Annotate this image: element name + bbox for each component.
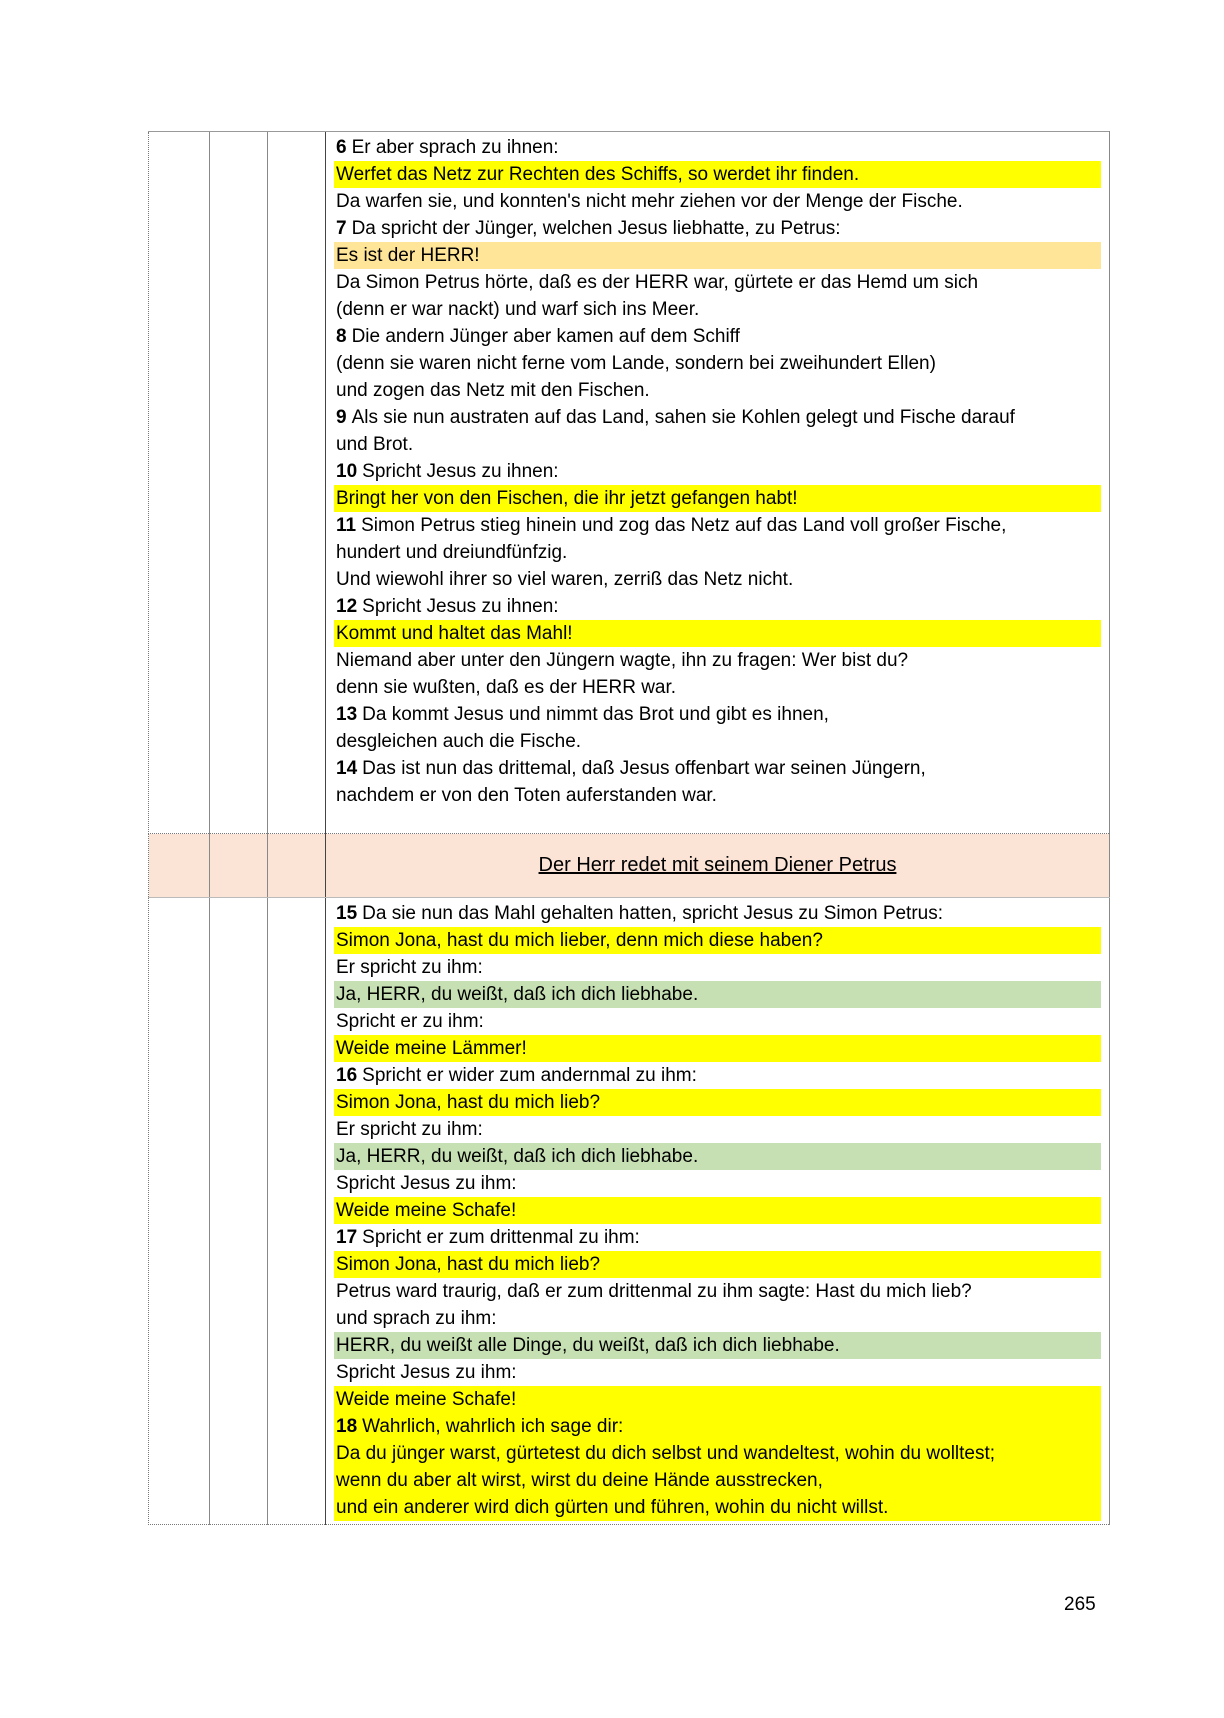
text-line xyxy=(334,593,1101,620)
text-line xyxy=(334,674,1101,701)
verse-number: 15 xyxy=(336,903,358,924)
line-text: Spricht Jesus zu ihnen: xyxy=(362,596,559,617)
verse-number: 13 xyxy=(336,704,358,725)
highlighted-line xyxy=(334,1143,1101,1170)
line-text: Die andern Jünger aber kamen auf dem Schiff xyxy=(351,326,740,347)
line-text: Er aber sprach zu ihnen: xyxy=(351,137,559,158)
highlighted-line xyxy=(334,1035,1101,1062)
verse-number: 14 xyxy=(336,758,358,779)
empty-cell xyxy=(210,132,268,834)
text-line xyxy=(334,269,1101,296)
text-line xyxy=(334,458,1101,485)
text-line xyxy=(334,134,1101,161)
line-text: Spricht Jesus zu ihm: xyxy=(336,1173,517,1194)
line-text: nachdem er von den Toten auferstanden war. xyxy=(336,785,717,806)
scripture-table-container xyxy=(148,131,1110,1525)
text-line xyxy=(334,647,1101,674)
line-text: Und wiewohl ihrer so viel waren, zerriß das Netz nicht. xyxy=(336,569,794,590)
text-line xyxy=(334,188,1101,215)
highlighted-line xyxy=(334,1251,1101,1278)
line-text: Petrus ward traurig, daß er zum drittenmal zu ihm sagte: Hast du mich lieb? xyxy=(336,1281,972,1302)
empty-cell xyxy=(268,834,326,898)
text-line xyxy=(334,512,1101,539)
text-line xyxy=(334,404,1101,431)
line-text: Das ist nun das drittemal, daß Jesus offenbart war seinen Jüngern, xyxy=(362,758,926,779)
line-text: Ja, HERR, du weißt, daß ich dich liebhabe. xyxy=(336,984,699,1005)
text-line xyxy=(334,755,1101,782)
highlighted-line xyxy=(334,161,1101,188)
line-text: wenn du aber alt wirst, wirst du deine Hände ausstrecken, xyxy=(336,1470,823,1491)
text-line xyxy=(334,701,1101,728)
line-text: Weide meine Schafe! xyxy=(336,1200,517,1221)
line-text: und ein anderer wird dich gürten und führen, wohin du nicht willst. xyxy=(336,1497,889,1518)
verse-number: 11 xyxy=(336,515,357,536)
line-text: Da warfen sie, und konnten's nicht mehr ziehen vor der Menge der Fische. xyxy=(336,191,963,212)
text-line xyxy=(334,728,1101,755)
verse-number: 10 xyxy=(336,461,358,482)
text-line xyxy=(334,566,1101,593)
line-text: Wahrlich, wahrlich ich sage dir: xyxy=(362,1416,624,1437)
line-text: Ja, HERR, du weißt, daß ich dich liebhabe. xyxy=(336,1146,699,1167)
highlighted-line xyxy=(334,620,1101,647)
highlighted-line xyxy=(334,242,1101,269)
line-text: Spricht Jesus zu ihm: xyxy=(336,1362,517,1383)
text-line xyxy=(334,1278,1101,1305)
line-text: Weide meine Lämmer! xyxy=(336,1038,527,1059)
scripture-table xyxy=(148,131,1110,1525)
text-line xyxy=(334,1116,1101,1143)
line-text: denn sie wußten, daß es der HERR war. xyxy=(336,677,677,698)
line-text: Da Simon Petrus hörte, daß es der HERR war, gürtete er das Hemd um sich xyxy=(336,272,979,293)
empty-cell xyxy=(149,834,210,898)
heading-cell xyxy=(326,834,1110,898)
highlighted-line xyxy=(334,927,1101,954)
line-text: Es ist der HERR! xyxy=(336,245,480,266)
empty-cell xyxy=(149,132,210,834)
verse-number: 9 xyxy=(336,407,347,428)
line-text: Er spricht zu ihm: xyxy=(336,957,483,978)
line-text: Als sie nun austraten auf das Land, sahen sie Kohlen gelegt und Fische darauf xyxy=(351,407,1015,428)
verse-number: 6 xyxy=(336,137,347,158)
verse-block-2 xyxy=(326,898,1109,1524)
line-text: (denn sie waren nicht ferne vom Lande, sondern bei zweihundert Ellen) xyxy=(336,353,936,374)
page-number: 265 xyxy=(1064,1594,1096,1615)
line-text: HERR, du weißt alle Dinge, du weißt, daß ich dich liebhabe. xyxy=(336,1335,840,1356)
line-text: Simon Jona, hast du mich lieb? xyxy=(336,1254,601,1275)
text-line xyxy=(334,1062,1101,1089)
heading-row xyxy=(149,834,1110,898)
line-text: Niemand aber unter den Jüngern wagte, ihn zu fragen: Wer bist du? xyxy=(336,650,909,671)
line-text: (denn er war nackt) und warf sich ins Meer. xyxy=(336,299,700,320)
text-cell xyxy=(326,898,1110,1525)
empty-cell xyxy=(210,898,268,1525)
line-text: Da du jünger warst, gürtetest du dich selbst und wandeltest, wohin du wolltest; xyxy=(336,1443,996,1464)
text-line xyxy=(334,215,1101,242)
line-text: Simon Jona, hast du mich lieber, denn mich diese haben? xyxy=(336,930,823,951)
empty-cell xyxy=(149,898,210,1525)
highlighted-line xyxy=(334,1332,1101,1359)
empty-cell xyxy=(210,834,268,898)
text-line xyxy=(334,323,1101,350)
text-line xyxy=(334,1359,1101,1386)
highlighted-line xyxy=(334,485,1101,512)
line-text: Spricht er zu ihm: xyxy=(336,1011,484,1032)
highlighted-line xyxy=(334,1440,1101,1467)
line-text: Er spricht zu ihm: xyxy=(336,1119,483,1140)
verse-block-1 xyxy=(326,132,1109,833)
line-text: Da kommt Jesus und nimmt das Brot und gibt es ihnen, xyxy=(362,704,829,725)
line-text: Werfet das Netz zur Rechten des Schiffs, so werdet ihr finden. xyxy=(336,164,860,185)
text-line xyxy=(334,539,1101,566)
empty-cell xyxy=(268,898,326,1525)
text-line xyxy=(334,782,1101,809)
line-text: Simon Jona, hast du mich lieb? xyxy=(336,1092,601,1113)
verse-number: 8 xyxy=(336,326,347,347)
text-line xyxy=(334,296,1101,323)
text-line xyxy=(334,377,1101,404)
text-line xyxy=(334,1170,1101,1197)
line-text: Simon Petrus stieg hinein und zog das Netz auf das Land voll großer Fische, xyxy=(361,515,1007,536)
text-line xyxy=(334,350,1101,377)
text-line xyxy=(334,1008,1101,1035)
verse-number: 12 xyxy=(336,596,358,617)
highlighted-line xyxy=(334,1413,1101,1440)
highlighted-line xyxy=(334,1089,1101,1116)
verse-number: 18 xyxy=(336,1416,358,1437)
line-text: Kommt und haltet das Mahl! xyxy=(336,623,573,644)
line-text: desgleichen auch die Fische. xyxy=(336,731,582,752)
line-text: und Brot. xyxy=(336,434,414,455)
line-text: Da spricht der Jünger, welchen Jesus liebhatte, zu Petrus: xyxy=(351,218,841,239)
table-row xyxy=(149,132,1110,834)
highlighted-line xyxy=(334,1467,1101,1494)
text-line xyxy=(334,900,1101,927)
table-row xyxy=(149,898,1110,1525)
highlighted-line xyxy=(334,1494,1101,1521)
highlighted-line xyxy=(334,1197,1101,1224)
line-text: und sprach zu ihm: xyxy=(336,1308,497,1329)
line-text: Bringt her von den Fischen, die ihr jetzt gefangen habt! xyxy=(336,488,798,509)
text-cell xyxy=(326,132,1110,834)
highlighted-line xyxy=(334,1386,1101,1413)
empty-cell xyxy=(268,132,326,834)
line-text: Da sie nun das Mahl gehalten hatten, spricht Jesus zu Simon Petrus: xyxy=(362,903,944,924)
line-text: und zogen das Netz mit den Fischen. xyxy=(336,380,650,401)
verse-number: 17 xyxy=(336,1227,358,1248)
text-line xyxy=(334,1224,1101,1251)
text-line xyxy=(334,954,1101,981)
line-text: Spricht Jesus zu ihnen: xyxy=(362,461,559,482)
text-line xyxy=(334,1305,1101,1332)
line-text: Weide meine Schafe! xyxy=(336,1389,517,1410)
line-text: Spricht er zum drittenmal zu ihm: xyxy=(362,1227,640,1248)
line-text: hundert und dreiundfünfzig. xyxy=(336,542,568,563)
section-heading: Der Herr redet mit seinem Diener Petrus xyxy=(538,854,897,876)
highlighted-line xyxy=(334,981,1101,1008)
verse-number: 16 xyxy=(336,1065,358,1086)
line-text: Spricht er wider zum andernmal zu ihm: xyxy=(362,1065,697,1086)
text-line xyxy=(334,431,1101,458)
verse-number: 7 xyxy=(336,218,347,239)
